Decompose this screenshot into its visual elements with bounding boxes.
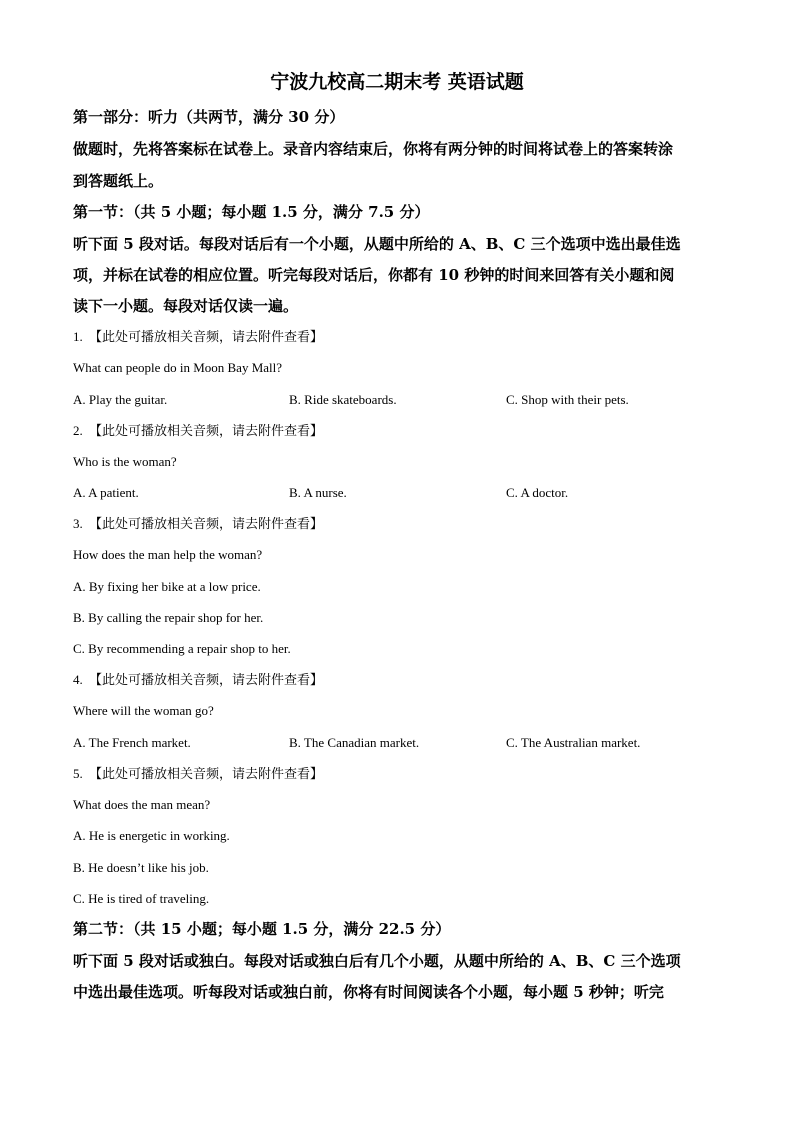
question-5-text: What does the man mean? [73, 797, 211, 812]
question-1-audio[interactable] [73, 326, 323, 349]
part1-instruction-line: 做题时，先将答案标在试卷上。录音内容结束后，你将有两分钟的时间将试卷上的答案转涂 [73, 140, 674, 158]
question-number: 5. [73, 766, 83, 781]
audio-note: 【此处可播放相关音频，请去附件查看】 [89, 424, 324, 439]
audio-note: 【此处可播放相关音频，请去附件查看】 [89, 330, 324, 345]
page-title: 宁波九校高二期末考 英语试题 [270, 71, 524, 93]
question-1-option-a: A. Play the guitar. [73, 392, 168, 407]
question-1-option-b: B. Ride skateboards. [289, 392, 397, 407]
section1-instruction-line: 读下一小题。每段对话仅读一遍。 [73, 297, 299, 315]
question-number: 1. [73, 329, 83, 344]
question-4-option-a: A. The French market. [73, 735, 191, 750]
section1-instruction-line: 项，并标在试卷的相应位置。听完每段对话后，你都有 10 秒钟的时间来回答有关小题和阅 [73, 266, 675, 284]
question-number: 4. [73, 672, 83, 687]
question-2-option-a: A. A patient. [73, 485, 139, 500]
question-3-audio[interactable] [73, 513, 323, 536]
section1-heading: 第一节：（共 5 小题；每小题 1.5 分，满分 7.5 分） [73, 203, 430, 221]
section1-instruction-line: 听下面 5 段对话。每段对话后有一个小题，从题中所给的 A、B、C 三个选项中选出最佳选 [73, 235, 681, 253]
question-3-option-c: C. By recommending a repair shop to her. [73, 641, 291, 656]
question-2-text: Who is the woman? [73, 454, 177, 469]
question-4-option-b: B. The Canadian market. [289, 735, 420, 750]
question-number: 2. [73, 423, 83, 438]
question-5-option-c: C. He is tired of traveling. [73, 891, 210, 906]
audio-note: 【此处可播放相关音频，请去附件查看】 [89, 673, 324, 688]
question-1-option-c: C. Shop with their pets. [506, 392, 629, 407]
question-3-option-a: A. By fixing her bike at a low price. [73, 579, 261, 594]
question-2-option-b: B. A nurse. [289, 485, 347, 500]
section2-instruction-line: 听下面 5 段对话或独白。每段对话或独白后有几个小题，从题中所给的 A、B、C 三个选项 [73, 952, 681, 970]
question-number: 3. [73, 516, 83, 531]
part1-instruction-line: 到答题纸上。 [73, 172, 164, 190]
question-4-audio[interactable] [73, 669, 323, 692]
audio-note: 【此处可播放相关音频，请去附件查看】 [89, 517, 324, 532]
question-1-text: What can people do in Moon Bay Mall? [73, 360, 283, 375]
question-4-text: Where will the woman go? [73, 703, 214, 718]
question-2-option-c: C. A doctor. [506, 485, 569, 500]
question-3-text: How does the man help the woman? [73, 547, 263, 562]
question-4-option-c: C. The Australian market. [506, 735, 641, 750]
audio-note: 【此处可播放相关音频，请去附件查看】 [89, 767, 324, 782]
section2-heading: 第二节：（共 15 小题；每小题 1.5 分，满分 22.5 分） [73, 920, 451, 938]
section2-instruction-line: 中选出最佳选项。听每段对话或独白前，你将有时间阅读各个小题，每小题 5 秒钟；听完 [73, 983, 664, 1001]
question-5-audio[interactable] [73, 763, 323, 786]
part1-heading: 第一部分：听力（共两节，满分 30 分） [73, 108, 345, 126]
question-5-option-a: A. He is energetic in working. [73, 828, 230, 843]
question-5-option-b: B. He doesn’t like his job. [73, 860, 209, 875]
question-3-option-b: B. By calling the repair shop for her. [73, 610, 264, 625]
question-2-audio[interactable] [73, 420, 323, 443]
